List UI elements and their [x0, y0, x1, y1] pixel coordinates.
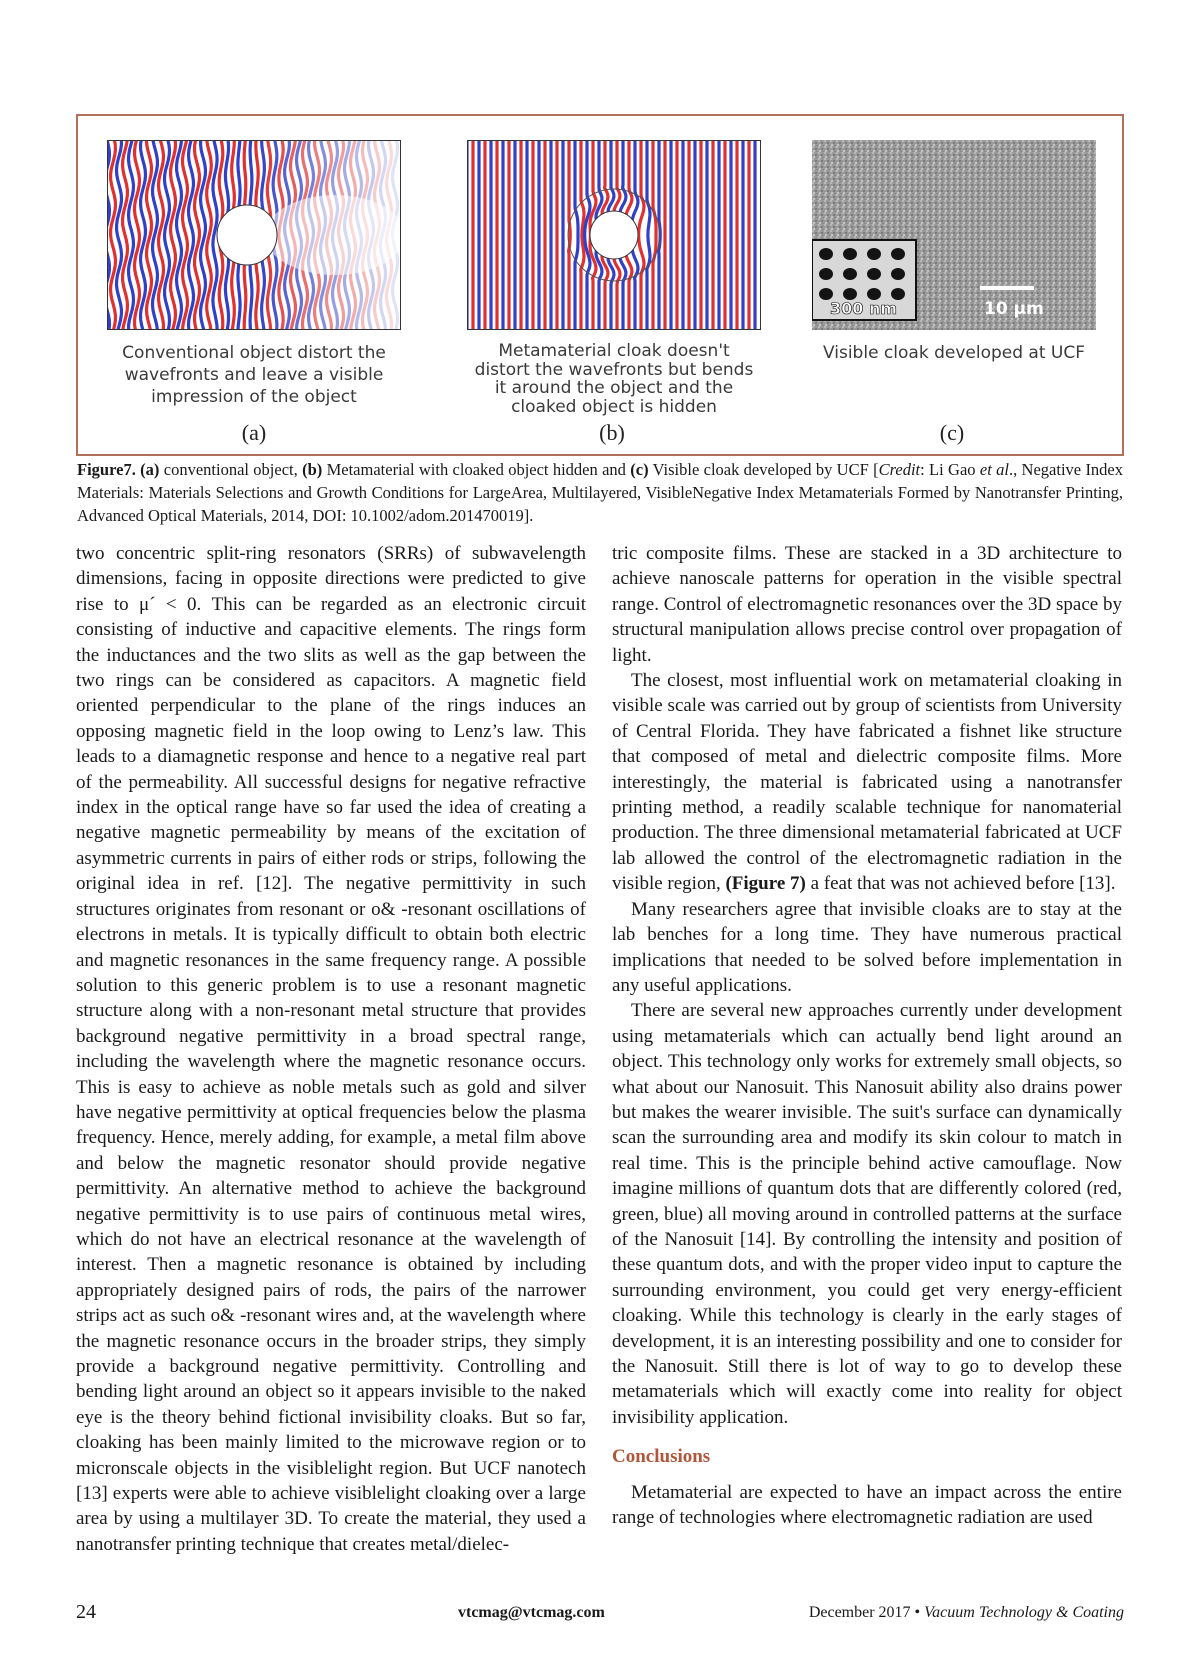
caption-credit-text: : Li Gao	[920, 460, 980, 479]
body-column-right	[612, 541, 1122, 1530]
panel-b-caption: Metamaterial cloak doesn't distort the wavefronts but bends it around the object and the cloaked object is hidden	[474, 341, 754, 417]
caption-ref-c: (c)	[630, 460, 649, 479]
body-paragraph: Metamaterial are expected to have an impact across the entire range of technologies where electromagnetic radiation are used	[612, 1481, 1122, 1529]
panel-a-caption: Conventional object distort the wavefronts and leave a visible impression of the object	[122, 343, 386, 407]
caption-text-b: Metamaterial with cloaked object hidden and	[322, 460, 631, 479]
footer-date: December 2017	[808, 1604, 911, 1621]
body-paragraph: Many researchers agree that invisible cloaks are to stay at the lab benches for a long time. They have numerous practical implications that needed to be solved before implementation in any useful applications.	[612, 898, 1122, 996]
body-column-left	[76, 541, 586, 1557]
caption-ref-a: (a)	[140, 460, 160, 479]
panel-a-label: (a)	[241, 420, 267, 445]
caption-credit: Credit	[878, 460, 921, 479]
figure-label: Figure7.	[77, 460, 136, 479]
figure-caption	[77, 458, 1123, 527]
section-heading-conclusions: Conclusions	[612, 1446, 711, 1468]
page-footer	[76, 1601, 1124, 1631]
footer-publication	[809, 1604, 1124, 1622]
caption-citation: ., Negative Index Materials: Materials Selections and Growth Conditions for LargeArea, Multilayered, VisibleNegative Index Metamaterials Formed by Nanotransfer Printing, Advanced Optical Materials, 2014, DOI: 10.1002/adom.201470019].	[77, 460, 1124, 525]
footer-magazine: Vacuum Technology & Coating	[924, 1604, 1124, 1621]
footer-bullet: •	[914, 1604, 921, 1621]
figure-reference: (Figure 7)	[725, 873, 806, 895]
caption-text-c: Visible cloak developed by UCF [	[648, 460, 879, 479]
page-number: 24	[76, 1601, 96, 1623]
body-paragraph	[612, 668, 1122, 897]
body-text: The closest, most influential work on metamaterial cloaking in visible scale was carried out by group of scientists from University of Central Florida. They have fabricated a fishnet like structure that composed of metal and dielectric composite films. More interestingly, the material is fabricated using a nanotransfer printing method, a readily scalable technique for nanomaterial production. The three dimensional metamaterial fabricated at UCF lab allowed the control of the electromagnetic radiation in the visible region,	[612, 670, 1122, 895]
footer-email: vtcmag@vtcmag.com	[458, 1604, 605, 1621]
cloaked-wavefront-image	[467, 140, 761, 330]
figure-frame	[76, 114, 1124, 456]
figure-panel-b	[467, 140, 761, 416]
figure-panel-c	[812, 140, 1096, 364]
body-paragraph: two concentric split-ring resonators (SRRs) of subwavelength dimensions, facing in opposite directions were predicted to give rise to μ´ < 0. This can be regarded as an electronic circuit consisting of inductive and capacitive elements. The rings form the inductances and the two slits as well as the gap between the two rings can be considered as capacitors. A magnetic field oriented perpendicular to the plane of the rings induces an opposing magnetic field in the loop owing to Lenz’s law. This leads to a diamagnetic response and hence to a negative real part of the permeability. All successful designs for negative refractive index in the optical range have so far used the idea of creating a negative magnetic permeability by means of the excitation of asymmetric currents in pairs of either rods or strips, following the original idea in ref. [12]. The negative permittivity in such structures originates from resonant or o& -resonant oscillations of electrons in metals. It is typically difficult to obtain both electric and magnetic resonances in the same frequency range. A possible solution to this generic problem is to use a resonant magnetic structure along with a non-resonant metal structure that provides background negative permittivity in a broad spectral range, including the wavelength where the magnetic resonance occurs. This is easy to achieve as noble metals such as gold and silver have negative permittivity at optical frequencies below the plasma frequency. Hence, merely adding, for example, a metal film above and below the magnetic resonator should provide negative permittivity. An alternative method to achieve the background negative permittivity is to use pairs of continuous metal wires, which do not have an electrical resonance at the wavelength of interest. Then a magnetic resonance is obtained by including appropriately designed pairs of rods, the pairs of the narrower strips act as such o& -resonant wires and, at the wavelength where the magnetic resonance occurs in the broader strips, they simply provide a background negative permittivity. Controlling and bending light around an object so it appears invisible to the naked eye is the theory behind fictional invisibility cloaks. But so far, cloaking has been mainly limited to the microwave region or to micronscale objects in the visiblelight region. But UCF nanotech [13] experts were able to achieve visiblelight cloaking over a large area by using a multilayer 3D. To create the material, they used a nanotransfer printing technique that creates metal/dielec-	[76, 543, 586, 1555]
caption-text-a: conventional object,	[159, 460, 303, 479]
figure-panel-a	[107, 140, 401, 408]
caption-etal: et al	[979, 460, 1009, 479]
body-text: a feat that was not achieved before [13].	[805, 873, 1116, 895]
panel-b-label: (b)	[599, 420, 625, 445]
body-paragraph: There are several new approaches currently under development using metamaterials which can actually bend light around an object. This technology only works for extremely small objects, so what about our Nanosuit. This Nanosuit ability also drains power but makes the wearer invisible. The suit's surface can dynamically scan the surrounding area and modify its skin colour to match in real time. This is the principle behind active camouflage. Now imagine millions of quantum dots that are differently colored (red, green, blue) all moving around in controlled patterns at the surface of the Nanosuit [14]. By controlling the intensity and position of these quantum dots, and with the proper video input to capture the surrounding environment, you could get very energy-efficient cloaking. While this technology is clearly in the early stages of development, it is an interesting possibility and one to consider for the Nanosuit. Still there is lot of way to go to develop these metamaterials which will exactly come into reality for object invisibility application.	[612, 1000, 1122, 1428]
panel-c-caption: Visible cloak developed at UCF	[823, 343, 1085, 363]
wavefront-distortion-image	[107, 140, 401, 330]
scale-bar-large-label: 10 μm	[984, 299, 1044, 319]
caption-ref-b: (b)	[302, 460, 323, 479]
scale-bar-small-label: 300 nm	[830, 299, 898, 318]
panel-c-label: (c)	[939, 420, 965, 445]
ucf-cloak-micrograph	[812, 140, 1096, 330]
body-paragraph: tric composite films. These are stacked in a 3D architecture to achieve nanoscale patterns for operation in the visible spectral range. Control of electromagnetic resonances over the 3D space by structural manipulation allows precise control over propagation of light.	[612, 543, 1122, 666]
